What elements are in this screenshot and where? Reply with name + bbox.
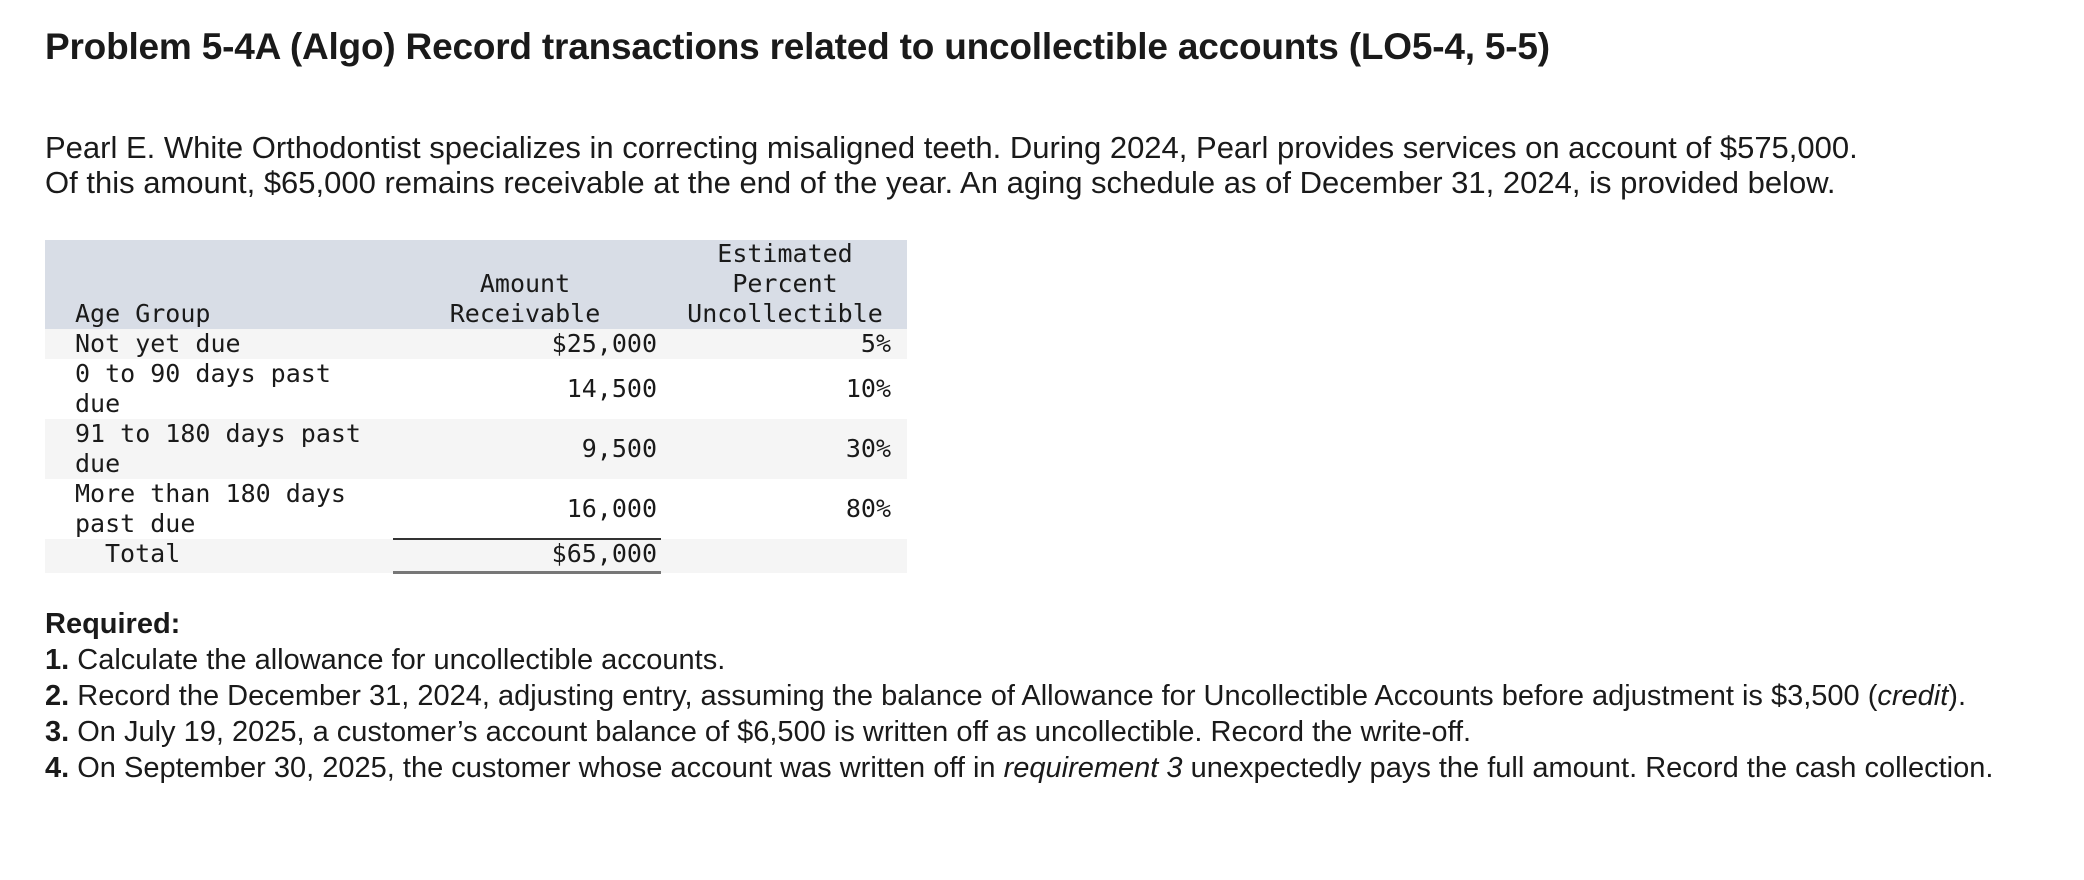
requirement-emphasis: credit (1877, 680, 1949, 712)
table-row (45, 479, 907, 539)
required-heading: Required: (45, 608, 181, 640)
requirement-text-end: unexpectedly pays the full amount. Record the cash collection. (1182, 752, 1994, 784)
requirement-number: 2. (45, 680, 70, 712)
total-double-rule (393, 571, 661, 574)
page-title: Problem 5-4A (Algo) Record transactions related to uncollectible accounts (LO5-4, 5-5) (45, 26, 1550, 67)
intro-line-2: Of this amount, $65,000 remains receivable at the end of the year. An aging schedule as of December 31, 2024, is provided below. (45, 165, 1836, 200)
table-row (45, 329, 907, 359)
requirement-text: On July 19, 2025, a customer’s account balance of $6,500 is written off as uncollectible. Record the write-off. (69, 716, 1472, 748)
requirement-item (45, 678, 2005, 714)
required-section (45, 606, 2005, 786)
row-amount: 9,500 (581, 434, 657, 463)
header-estimated-percent: Estimated Percent Uncollectible (687, 239, 883, 328)
row-age-group: More than 180 days past due (75, 479, 346, 538)
header-age-group: Age Group (75, 299, 211, 328)
total-amount: $65,000 (551, 539, 657, 568)
requirement-number: 3. (45, 716, 70, 748)
table-header (45, 240, 907, 329)
total-label: Total (105, 539, 181, 568)
table-total-row (45, 539, 907, 573)
row-percent: 30% (845, 434, 891, 463)
requirement-item (45, 750, 2005, 786)
requirement-item (45, 714, 2005, 750)
row-amount: 16,000 (566, 494, 657, 523)
row-age-group: 91 to 180 days past due (75, 419, 361, 478)
intro-line-1: Pearl E. White Orthodontist specializes in correcting misaligned teeth. During 2024, Pearl provides services on account of $575,000. (45, 130, 1858, 165)
row-amount: 14,500 (566, 374, 657, 403)
problem-intro (45, 130, 2005, 200)
table-row (45, 419, 907, 479)
table-row (45, 359, 907, 419)
requirement-emphasis: requirement 3 (1003, 752, 1183, 784)
aging-schedule-table (45, 240, 907, 573)
requirement-text: Record the December 31, 2024, adjusting entry, assuming the balance of Allowance for Uncollectible Accounts before adjustment is $3,500 ( (69, 680, 1878, 712)
row-percent: 5% (860, 329, 891, 358)
row-age-group: 0 to 90 days past due (75, 359, 331, 418)
requirement-number: 4. (45, 752, 70, 784)
row-age-group: Not yet due (75, 329, 241, 358)
requirement-text-end: ). (1948, 680, 1966, 712)
row-percent: 10% (845, 374, 891, 403)
requirement-item (45, 642, 2005, 678)
requirement-text: On September 30, 2025, the customer whose account was written off in (69, 752, 1004, 784)
row-amount: $25,000 (551, 329, 657, 358)
requirement-number: 1. (45, 644, 70, 676)
header-amount-receivable: Amount Receivable (449, 269, 601, 328)
row-percent: 80% (845, 494, 891, 523)
requirement-text: Calculate the allowance for uncollectible accounts. (69, 644, 726, 676)
